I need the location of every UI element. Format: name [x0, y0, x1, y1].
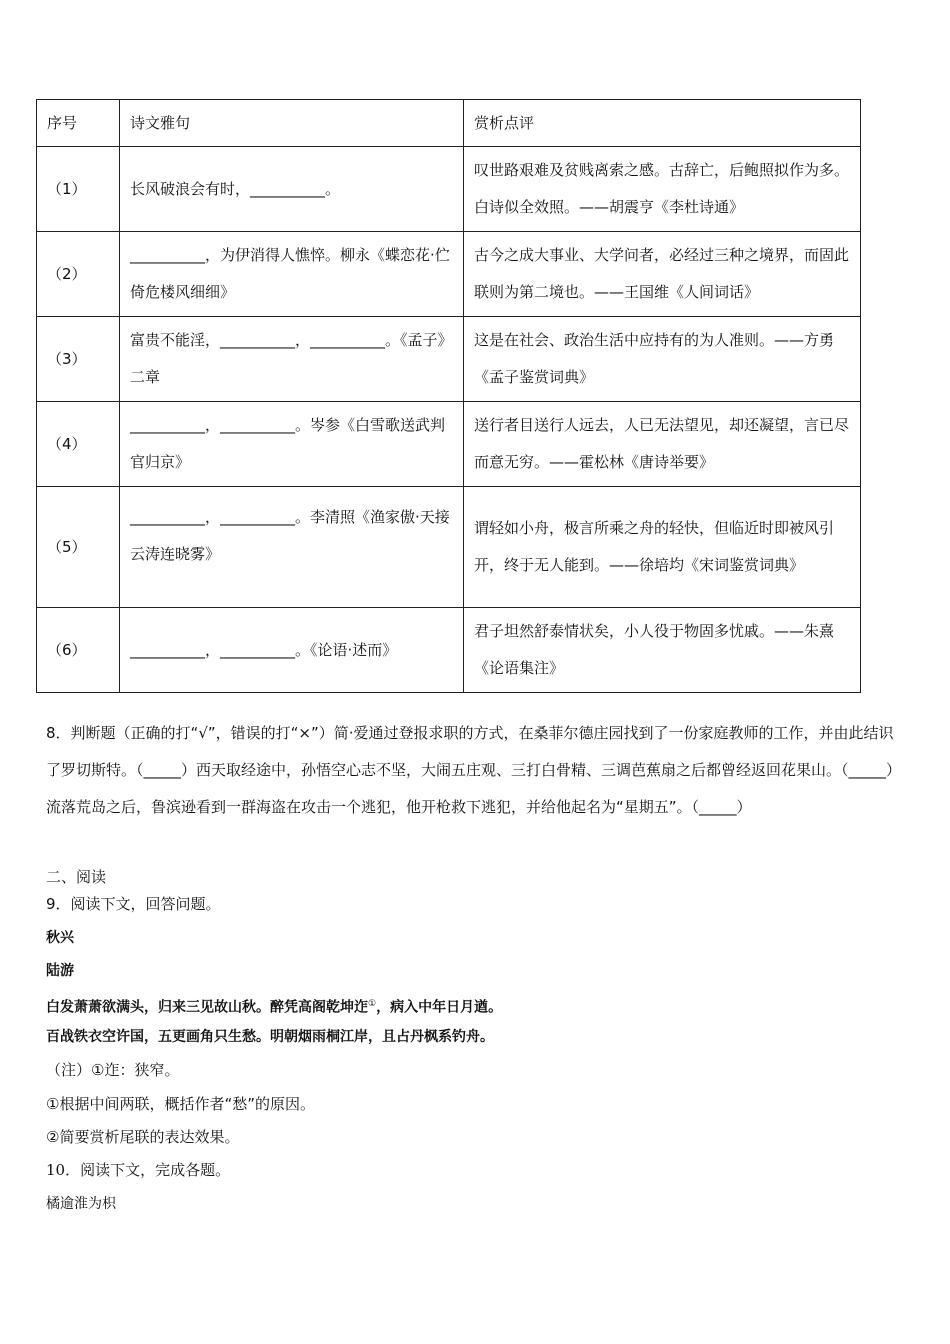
row-number: （6）	[37, 608, 120, 693]
row-number: （1）	[37, 147, 120, 232]
poem-line-1	[46, 988, 908, 1024]
row-poem: __________，__________。岑参《白雪歌送武判官归京》	[120, 402, 464, 487]
sub-question-2: ②简要赏析尾联的表达效果。	[46, 1128, 240, 1146]
table-row	[37, 147, 861, 232]
footnote: （注）①迮：狭窄。	[46, 1061, 180, 1079]
question-10: 10．阅读下文，完成各题。	[46, 1161, 231, 1179]
row-poem: __________，__________。《论语·述而》	[120, 608, 464, 693]
question-8: 8．判断题（正确的打“√”，错误的打“×”）简·爱通过登报求职的方式，在桑菲尔德庄园找到了一份家庭教师的工作，并由此结识了罗切斯特。（_____）西天取经途中，孙悟空心志不坚，大闹五庄观、三打白骨精、三调芭蕉扇之后都曾经返回花果山。（_____）流落荒岛之后，鲁滨逊看到一群海盗在攻击一个逃犯，他开枪救下逃犯，并给他起名为“星期五”。（_____）	[46, 724, 902, 816]
row-comment: 送行者目送行人远去，人已无法望见，却还凝望，言已尽而意无穷。——霍松林《唐诗举要》	[464, 402, 861, 487]
row-comment: 叹世路艰难及贫贱离索之感。古辞亡，后鲍照拟作为多。白诗似全效照。——胡震亨《李杜诗通》	[464, 147, 861, 232]
header-comment: 赏析点评	[464, 100, 861, 147]
poem-line-1-end: ，病入中年日月遒。	[376, 999, 503, 1016]
table-row	[37, 608, 861, 693]
row-comment: 谓轻如小舟，极言所乘之舟的轻快，但临近时即被风引开，终于无人能到。——徐培均《宋词鉴赏词典》	[464, 487, 861, 608]
row-number: （5）	[37, 487, 120, 608]
poem-table	[36, 99, 861, 693]
table-row	[37, 402, 861, 487]
sub-question-1: ①根据中间两联，概括作者“愁”的原因。	[46, 1095, 315, 1113]
row-comment: 君子坦然舒泰情状矣，小人役于物固多忧戚。——朱熹《论语集注》	[464, 608, 861, 693]
row-number: （4）	[37, 402, 120, 487]
row-comment: 古今之成大事业、大学问者，必经过三种之境界，而固此联则为第二境也。——王国维《人间词话》	[464, 232, 861, 317]
header-poem: 诗文雅句	[120, 100, 464, 147]
passage-title: 橘逾淮为枳	[46, 1196, 116, 1212]
row-poem: __________，__________。李清照《渔家傲·天接云涛连晓雾》	[120, 487, 464, 608]
row-comment: 这是在社会、政治生活中应持有的为人准则。——方勇《孟子鉴赏词典》	[464, 317, 861, 402]
poem-line-1-text: 白发萧萧欲满头，归来三见故山秋。醉凭高阁乾坤迮	[46, 999, 368, 1016]
row-number: （3）	[37, 317, 120, 402]
poem-author: 陆游	[46, 963, 74, 979]
row-poem: 富贵不能淫，__________，__________。《孟子》二章	[120, 317, 464, 402]
row-poem: 长风破浪会有时，__________。	[120, 147, 464, 232]
question-9: 9．阅读下文，回答问题。	[46, 895, 221, 913]
poem-title: 秋兴	[46, 930, 74, 946]
table-header-row	[37, 100, 861, 147]
footnote-marker: ①	[368, 999, 377, 1009]
section-heading: 二、阅读	[46, 868, 107, 886]
row-number: （2）	[37, 232, 120, 317]
table-row	[37, 487, 861, 608]
row-poem: __________，为伊消得人憔悴。柳永《蝶恋花·伫倚危楼风细细》	[120, 232, 464, 317]
table-row	[37, 232, 861, 317]
header-no: 序号	[37, 100, 120, 147]
poem-line-2: 百战铁衣空许国，五更画角只生愁。明朝烟雨桐江岸，且占丹枫系钓舟。	[46, 1029, 494, 1045]
table-row	[37, 317, 861, 402]
